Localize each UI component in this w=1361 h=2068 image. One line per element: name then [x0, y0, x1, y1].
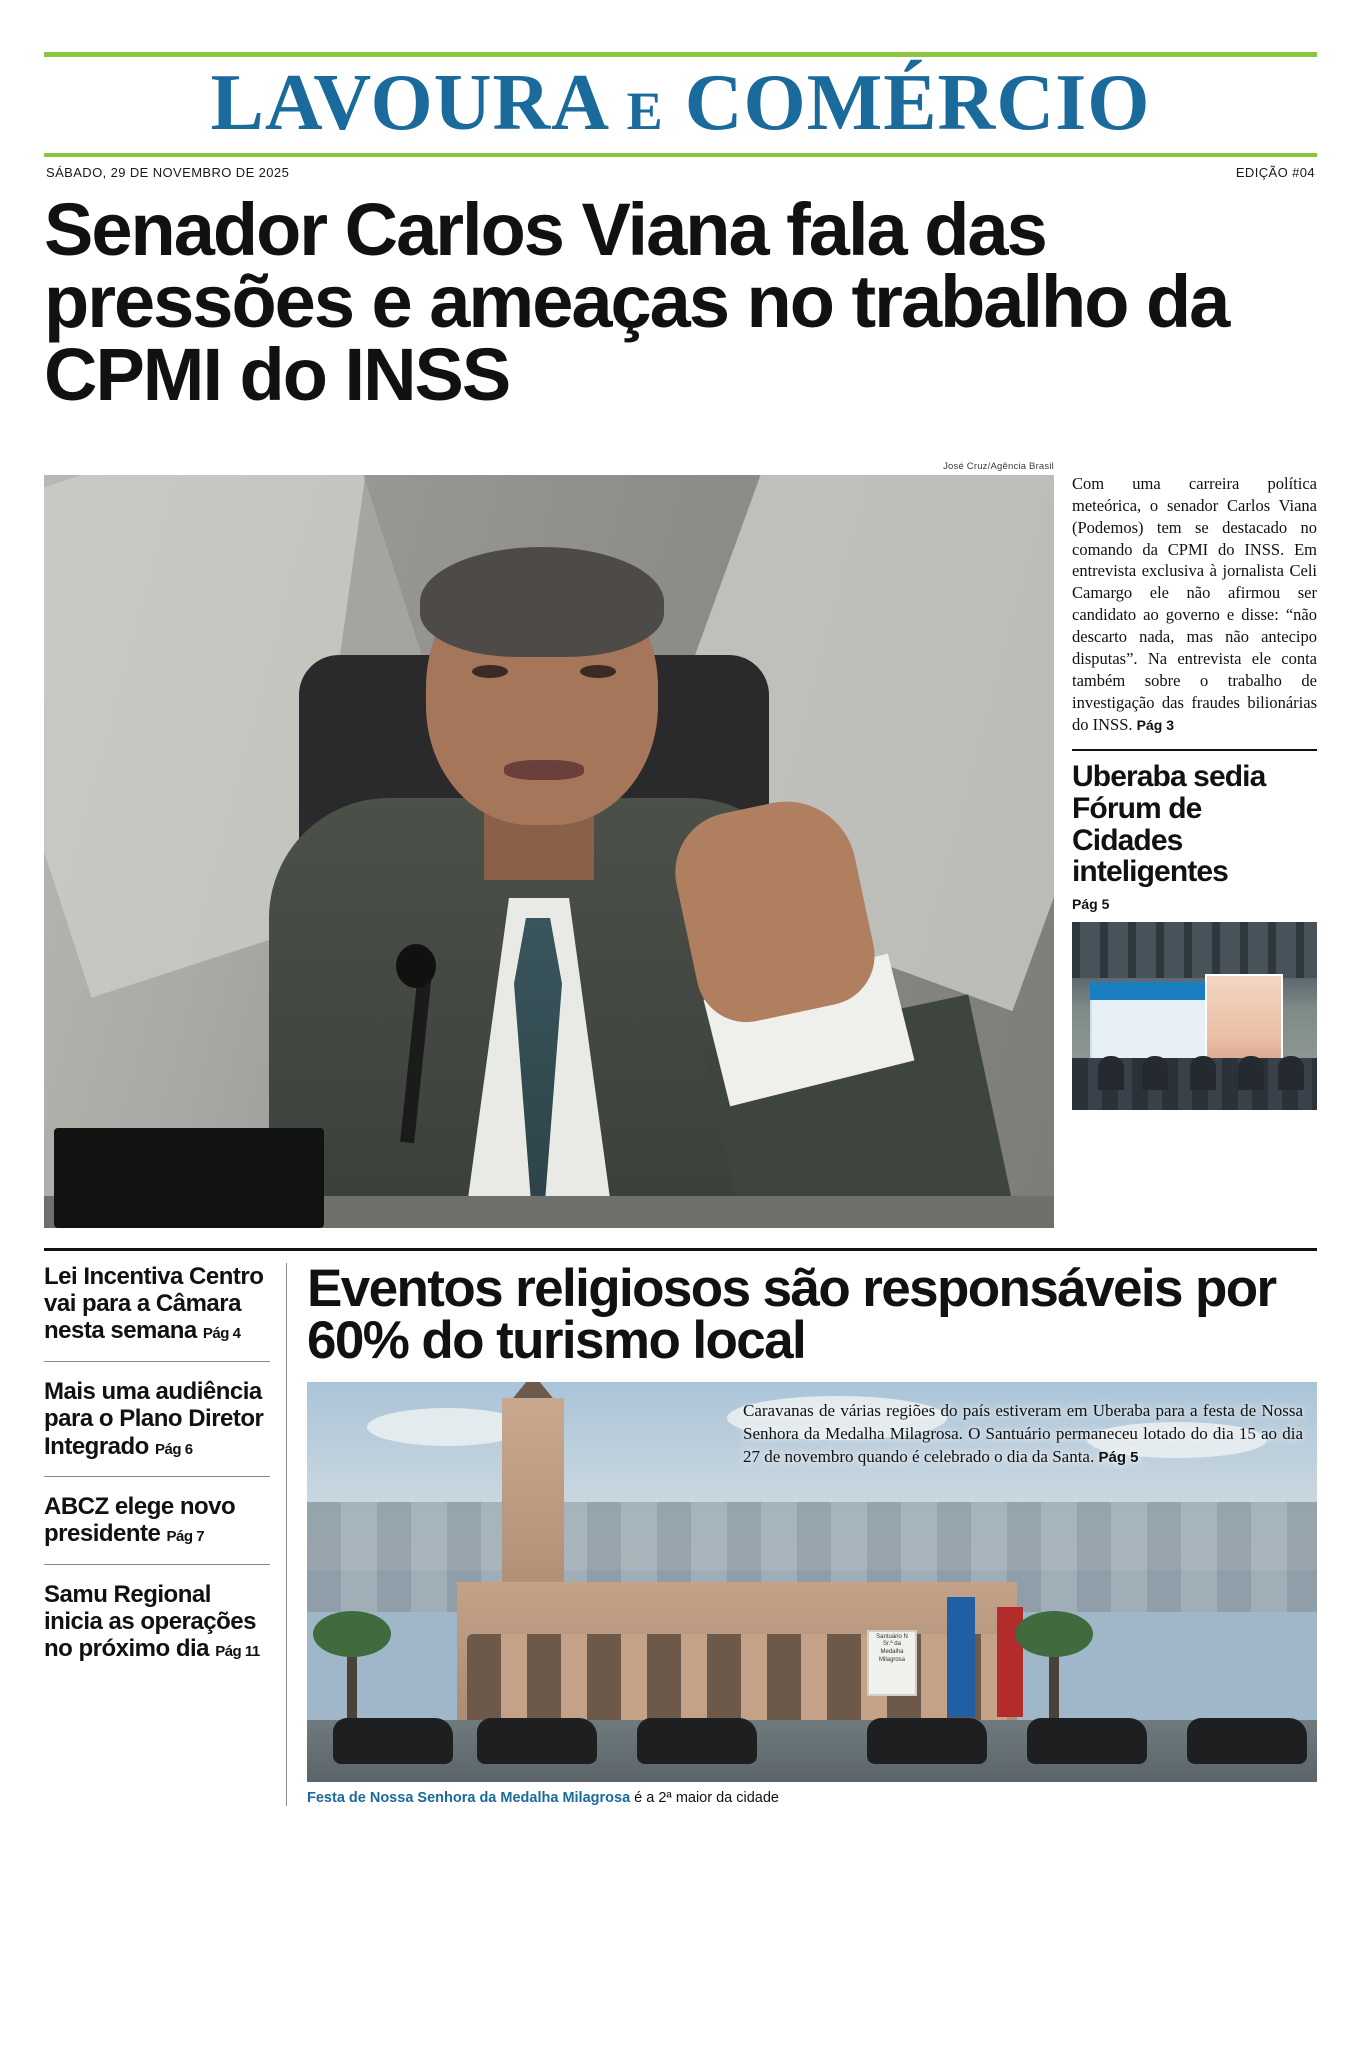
brief-text: ABCZ elege novo presidente: [44, 1492, 236, 1548]
top-content-block: [44, 461, 1317, 1228]
sanctuary-sign: Santuário N Sr.ª da Medalha Milagrosa: [867, 1630, 917, 1696]
caption-bold-part: Festa de Nossa Senhora da Medalha Milagrosa: [307, 1789, 631, 1806]
lead-summary: [1072, 473, 1317, 736]
brief-page: Pág 7: [166, 1528, 205, 1546]
bottom-content-block: [44, 1258, 1317, 1806]
senator-speaking-photo: [44, 475, 1054, 1228]
section-divider: [44, 1248, 1317, 1251]
briefs-column: [44, 1263, 287, 1806]
caption-plain-part: é a 2ª maior da cidade: [630, 1789, 779, 1806]
brief-item[interactable]: [44, 1361, 270, 1476]
brief-page: Pág 11: [215, 1643, 260, 1661]
publication-date: SÁBADO, 29 DE NOVEMBRO DE 2025: [46, 164, 290, 180]
brief-item[interactable]: [44, 1564, 270, 1679]
sidebar-divider: [1072, 749, 1317, 751]
masthead-title-part1: LAVOURA: [210, 59, 606, 147]
bottom-overlay-page: Pág 5: [1098, 1448, 1139, 1466]
masthead: [44, 57, 1317, 147]
edition-number: EDIÇÃO #04: [1235, 164, 1315, 180]
brief-page: Pág 6: [155, 1440, 193, 1458]
bottom-story-overlay-text: [743, 1400, 1303, 1469]
brief-text: Samu Regional inicia as operações no próximo dia: [44, 1580, 256, 1663]
side-story-page: Pág 5: [1072, 896, 1110, 913]
masthead-title: [44, 59, 1317, 147]
lead-summary-page: Pág 3: [1136, 717, 1174, 734]
top-sidebar: [1072, 461, 1317, 1228]
lead-photo-credit: José Cruz/Agência Brasil: [943, 460, 1054, 472]
lead-summary-text: Com uma carreira política meteórica, o senador Carlos Viana (Podemos) tem se destacado no comando da CPMI do INSS. Em entrevista exclusiva à jornalista Celi Camargo ele não afirmou ser candidato ao governo e disse: “não descarto nada, mas não antecipo disputas”. Na entrevista ele conta também sobre o trabalho de investigação das fraudes bilionárias do INSS.: [1072, 473, 1317, 735]
newspaper-front-page: [0, 52, 1361, 2068]
brief-text: Mais uma audiência para o Plano Diretor Integrado: [44, 1377, 264, 1460]
brief-text: Lei Incentiva Centro vai para a Câmara nesta semana: [44, 1262, 264, 1345]
smart-cities-forum-photo: [1072, 922, 1317, 1110]
sanctuary-photo: [307, 1382, 1317, 1782]
masthead-title-conjunction: E: [626, 81, 664, 141]
masthead-title-part2: COMÉRCIO: [684, 59, 1151, 147]
brief-item[interactable]: [44, 1476, 270, 1564]
bottom-photo-caption: [307, 1790, 1317, 1806]
lead-photo-column: [44, 461, 1054, 1228]
brief-item[interactable]: [44, 1263, 270, 1361]
dateline: [44, 157, 1317, 180]
bottom-story-headline: Eventos religiosos são responsáveis por 60% do turismo local: [307, 1258, 1276, 1371]
brief-page: Pág 4: [202, 1325, 241, 1343]
lead-headline: Senador Carlos Viana fala das pressões e ameaças no trabalho da CPMI do INSS: [44, 187, 1229, 416]
bottom-overlay-body: Caravanas de várias regiões do país estiveram em Uberaba para a festa de Nossa Senhora da Medalha Milagrosa. O Santuário permaneceu lotado do dia 15 ao dia 27 de novembro quando é celebrado o dia da Santa.: [743, 1400, 1303, 1466]
side-story-headline: Uberaba sedia Fórum de Cidades inteligentes: [1072, 759, 1266, 889]
bottom-main-story: [307, 1258, 1317, 1806]
